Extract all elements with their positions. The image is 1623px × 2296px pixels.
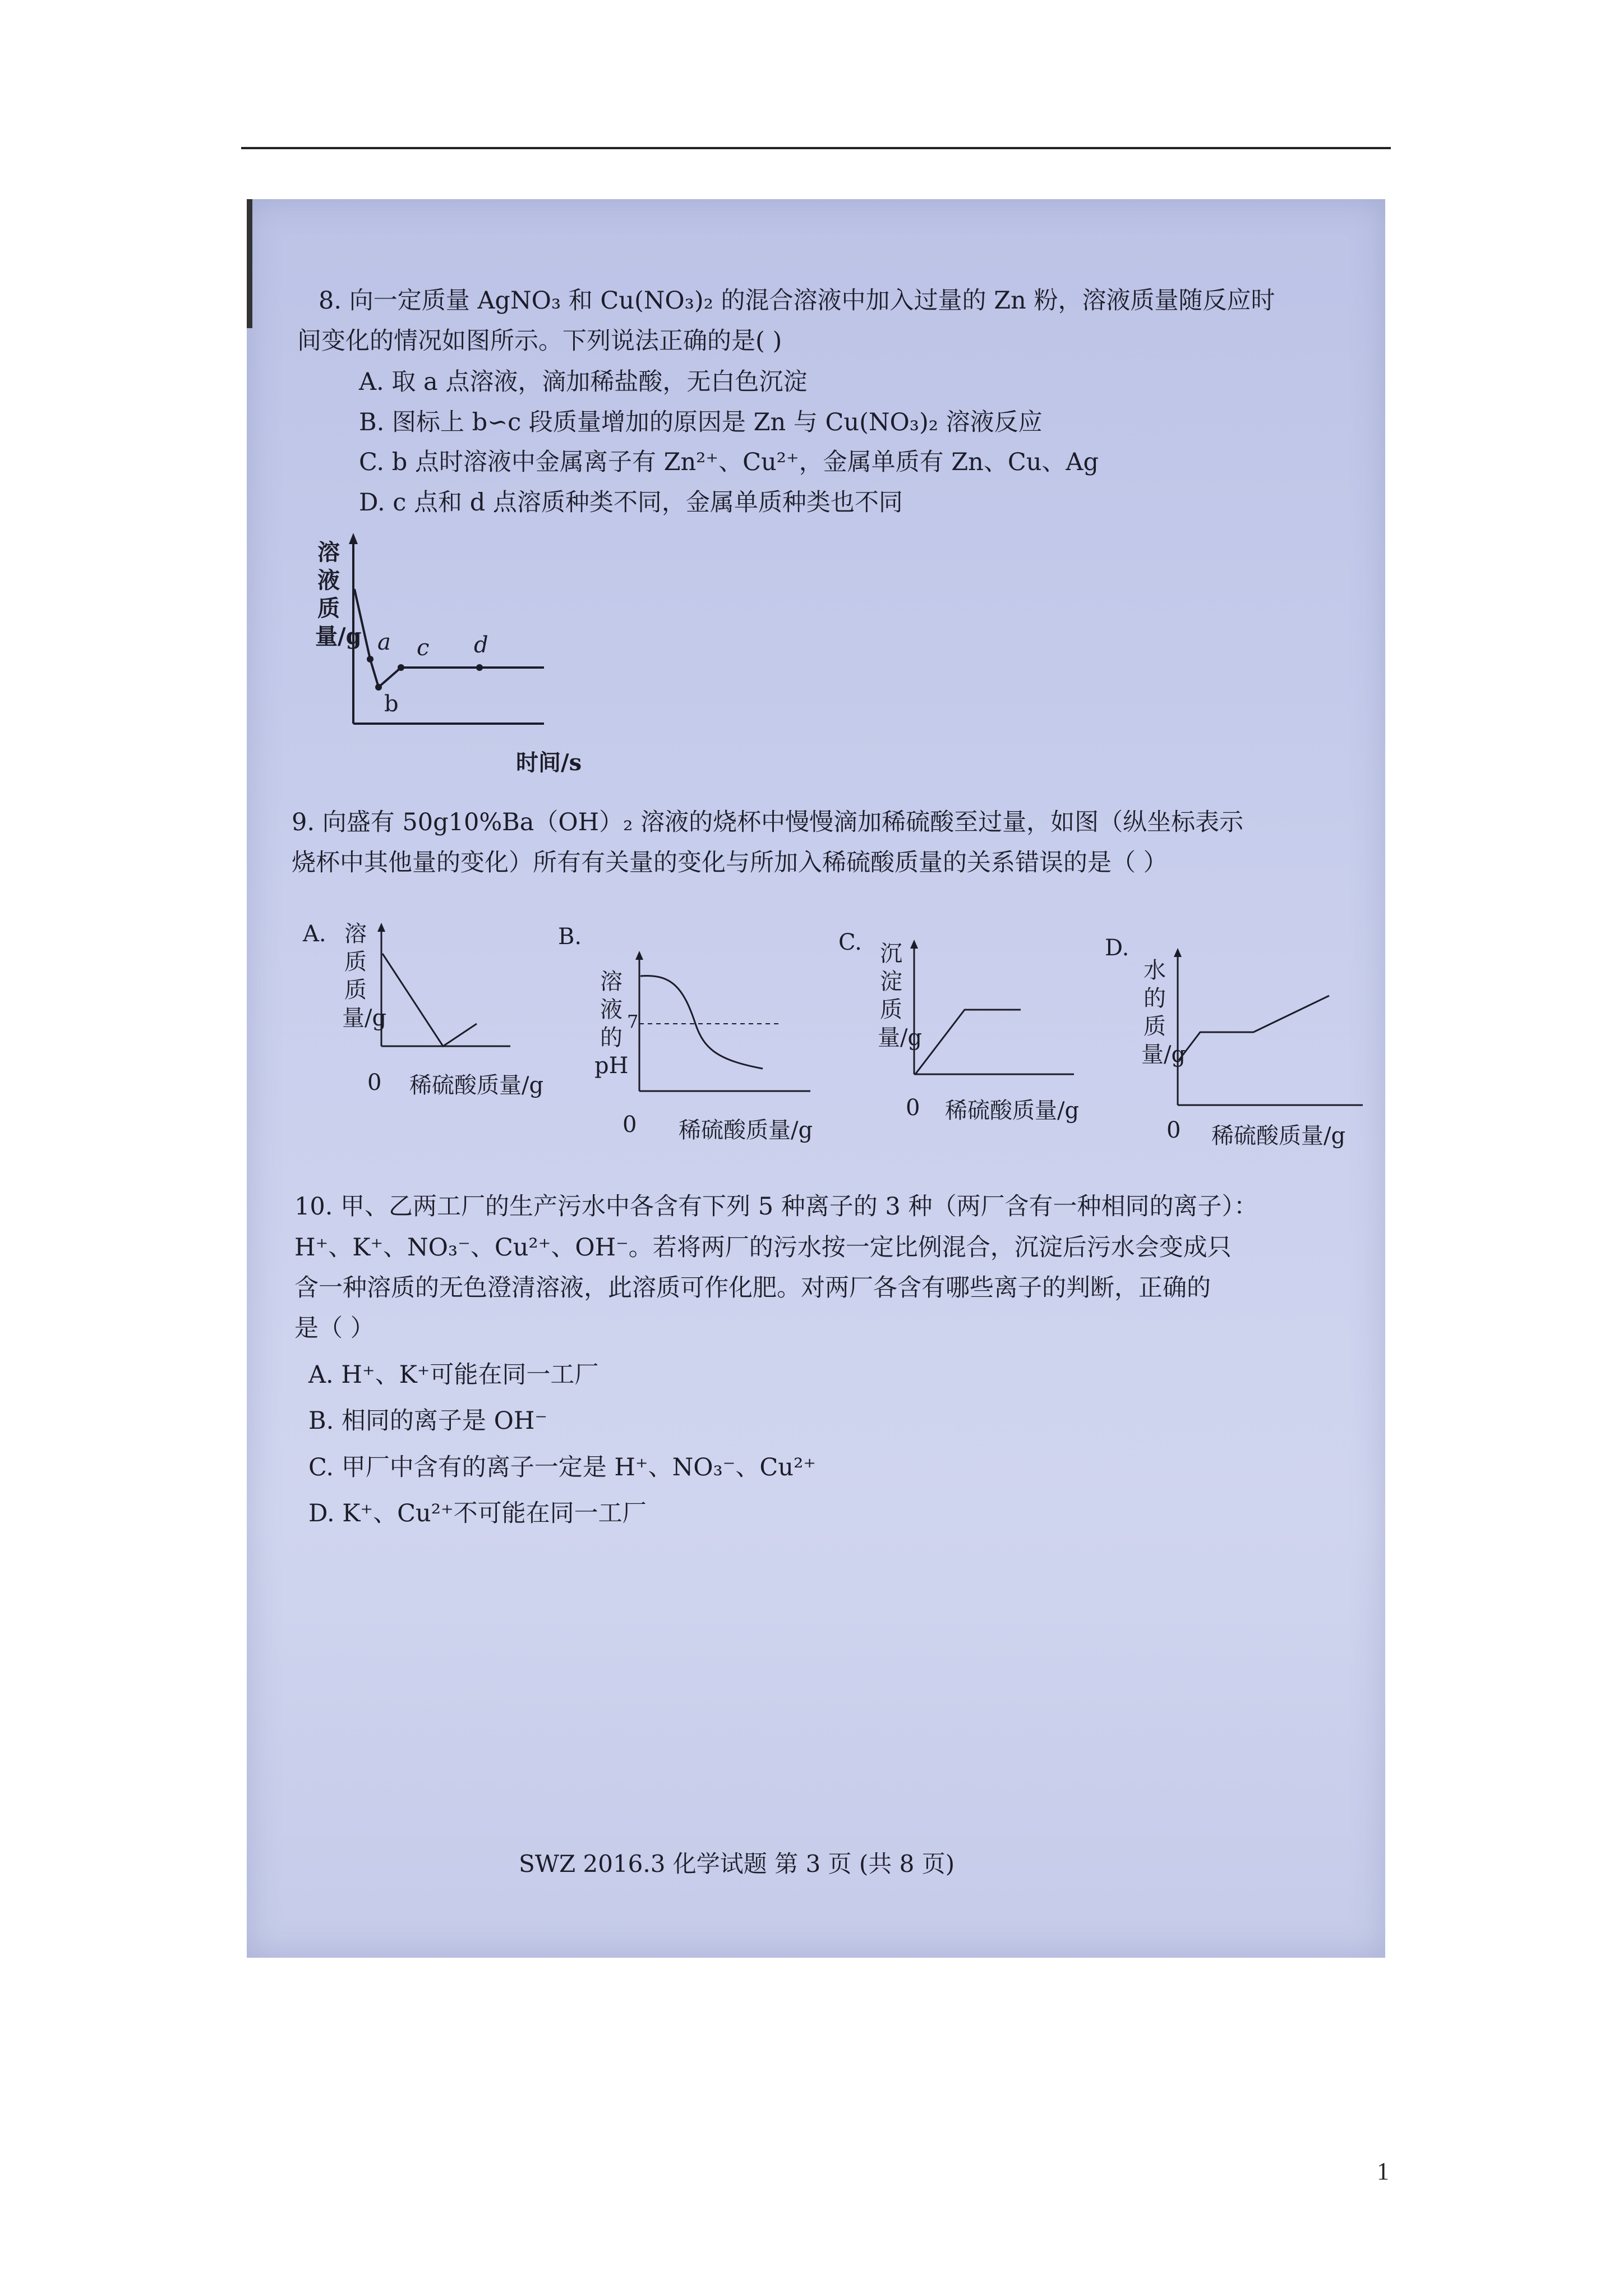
q9-graph-b-ylabel: 溶液的pH bbox=[594, 969, 629, 1079]
q8-point-b bbox=[375, 684, 382, 691]
q10-stem-line4: 是（ ） bbox=[294, 1314, 375, 1342]
q8-option-c: C. b 点时溶液中金属离子有 Zn²⁺、Cu²⁺，金属单质有 Zn、Cu、Ag bbox=[359, 448, 1099, 476]
page-footer: SWZ 2016.3 化学试题 第 3 页 (共 8 页) bbox=[519, 1850, 955, 1878]
q9-stem-line2: 烧杯中其他量的变化）所有有关量的变化与所加入稀硫酸质量的关系错误的是（ ） bbox=[292, 849, 1168, 877]
q8-point-a bbox=[367, 656, 374, 662]
q9-graph-a-xlabel: 稀硫酸质量/g bbox=[409, 1073, 544, 1098]
q8-option-d: D. c 点和 d 点溶质种类不同，金属单质种类也不同 bbox=[359, 489, 903, 517]
q8-stem-line2: 间变化的情况如图所示。下列说法正确的是( ) bbox=[297, 327, 782, 355]
q9-graph-d-letter: D. bbox=[1105, 935, 1129, 961]
q8-label-b: b bbox=[384, 691, 399, 717]
q8-option-b: B. 图标上 b∽c 段质量增加的原因是 Zn 与 Cu(NO₃)₂ 溶液反应 bbox=[359, 408, 1043, 436]
q9-graph-a-ylabel: 溶质质量/g bbox=[342, 921, 387, 1031]
q10-option-c: C. 甲厂中含有的离子一定是 H⁺、NO₃⁻、Cu²⁺ bbox=[308, 1453, 816, 1481]
q9-graph-b-xlabel: 稀硫酸质量/g bbox=[679, 1117, 813, 1143]
q9-graph-c-xlabel: 稀硫酸质量/g bbox=[945, 1098, 1080, 1124]
q10-stem-line2: H⁺、K⁺、NO₃⁻、Cu²⁺、OH⁻。若将两厂的污水按一定比例混合，沉淀后污水会变成只 bbox=[294, 1234, 1232, 1262]
q9-graph-b bbox=[634, 951, 813, 1102]
q9-graph-b-origin: 0 bbox=[623, 1112, 637, 1138]
q8-label-a: a bbox=[377, 629, 391, 655]
q8-point-c bbox=[398, 664, 404, 671]
q8-graph-ylabel: 溶液质量/g bbox=[315, 539, 362, 650]
q10-option-a: A. H⁺、K⁺可能在同一工厂 bbox=[308, 1361, 599, 1389]
q9-graph-b-letter: B. bbox=[558, 924, 582, 950]
q10-stem-line3: 含一种溶质的无色澄清溶液，此溶质可作化肥。对两厂各含有哪些离子的判断，正确的 bbox=[294, 1274, 1211, 1302]
scanned-exam-photo bbox=[247, 199, 1385, 1958]
q9-graph-b-mark: 7 bbox=[627, 1011, 639, 1032]
q8-label-c: c bbox=[417, 635, 430, 661]
q9-graph-a bbox=[376, 923, 516, 1063]
q9-stem-line1: 9. 向盛有 50g10%Ba（OH）₂ 溶液的烧杯中慢慢滴加稀硫酸至过量，如图（纵坐标表示 bbox=[292, 808, 1244, 836]
photo-edge-shadow bbox=[247, 199, 252, 328]
q10-option-d: D. K⁺、Cu²⁺不可能在同一工厂 bbox=[308, 1499, 647, 1527]
header-rule bbox=[241, 147, 1391, 149]
q9-graph-a-letter: A. bbox=[303, 921, 326, 947]
q9-graph-d-ylabel: 水的质量/g bbox=[1141, 958, 1186, 1068]
q9-graph-a-origin: 0 bbox=[367, 1070, 382, 1096]
q8-label-d: d bbox=[474, 632, 488, 658]
page-number: 1 bbox=[1377, 2157, 1389, 2185]
q9-graph-d bbox=[1172, 948, 1368, 1114]
q8-stem-line1: 8. 向一定质量 AgNO₃ 和 Cu(NO₃)₂ 的混合溶液中加入过量的 Zn 粉，溶液质量随反应时 bbox=[319, 287, 1275, 315]
q9-graph-c-ylabel: 沉淀质量/g bbox=[878, 941, 923, 1051]
q10-stem-line1: 10. 甲、乙两工厂的生产污水中各含有下列 5 种离子的 3 种（两厂含有一种相同的离子）： bbox=[294, 1193, 1258, 1221]
q9-graph-c-letter: C. bbox=[838, 930, 862, 955]
q9-graph-d-xlabel: 稀硫酸质量/g bbox=[1211, 1123, 1346, 1149]
q9-graph-c bbox=[909, 940, 1077, 1085]
q9-graph-c-origin: 0 bbox=[906, 1095, 920, 1121]
q8-point-d bbox=[476, 664, 483, 671]
q8-option-a: A. 取 a 点溶液，滴加稀盐酸，无白色沉淀 bbox=[359, 368, 808, 396]
q8-graph-xlabel: 时间/s bbox=[516, 749, 582, 776]
q9-graph-d-origin: 0 bbox=[1166, 1117, 1181, 1143]
q10-option-b: B. 相同的离子是 OH⁻ bbox=[308, 1407, 548, 1435]
